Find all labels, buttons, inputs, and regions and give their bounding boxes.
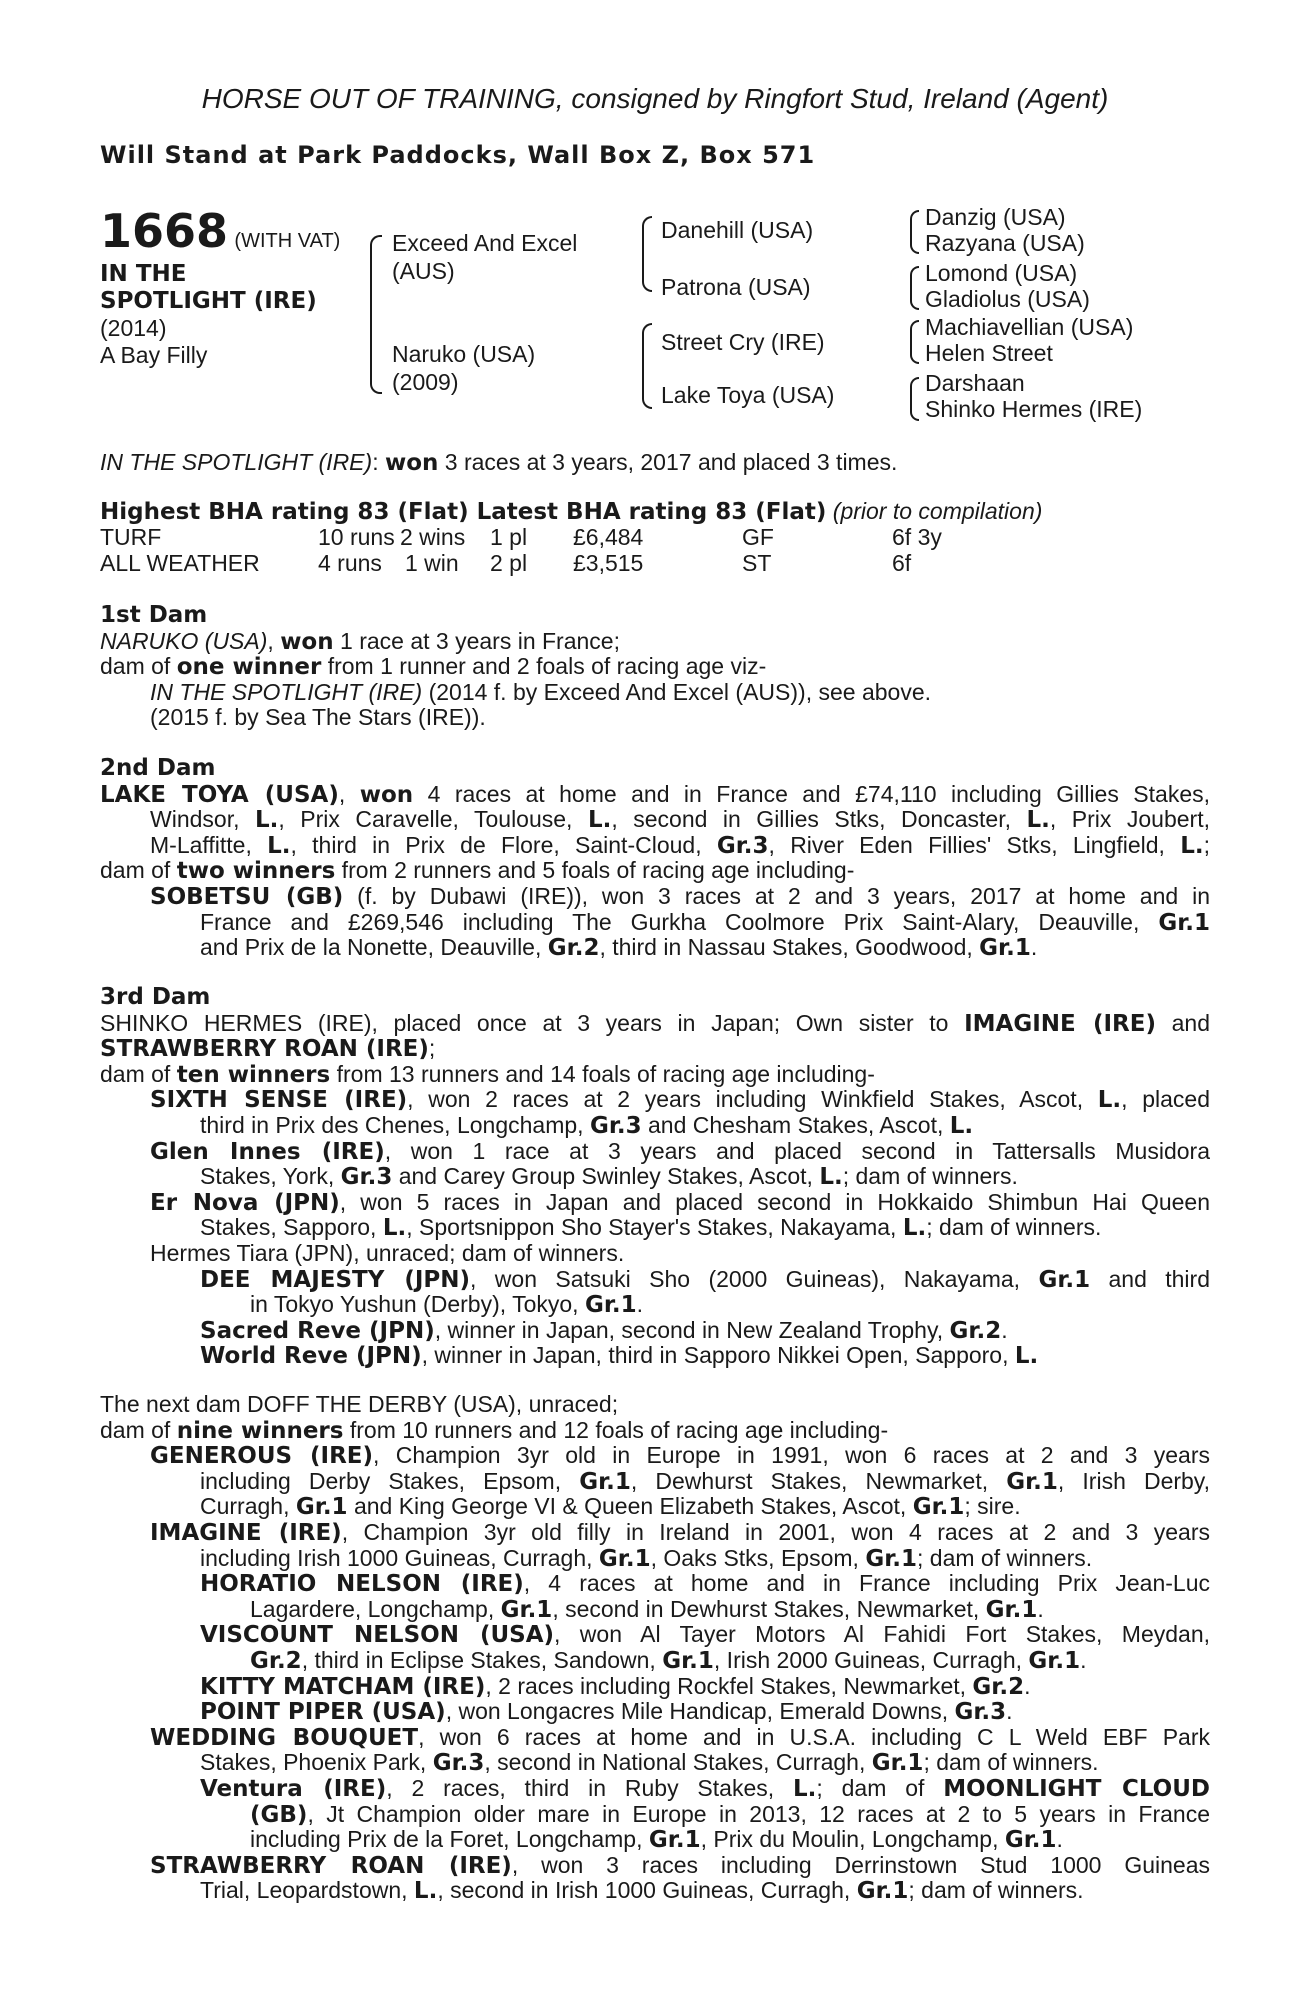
third-dam-section: 3rd Dam SHINKO HERMES (IRE), placed once at 3 years in Japan; Own sister to IMAGINE (IRE) and STRAWBERRY ROAN (IRE); dam of ten winners from 13 runners and 14 foals of racing age including- SIXTH SENSE (IRE), won 2 races at 2 years including Winkfield Stakes, Ascot, L., placed third in Prix des Chenes, Longchamp, Gr.3 and Chesham Stakes, Ascot, L. Glen Innes (IRE), won 1 race at 3 years and placed second in Tattersalls Musidora Stakes, York, Gr.3 and Carey Group Swinley Stakes, Ascot, L.; dam of winners. Er Nova (JPN), won 5 races in Japan and placed second in Hokkaido Shimbun Hai Queen Stakes, Sapporo, L., Sportsnippon Sho Stayer's Stakes, Nakayama, L.; dam of winners. Hermes Tiara (JPN), unraced; dam of winners. DEE MAJESTY (JPN), won Satsuki Sho (2000 Guineas), Nakayama, Gr.1 and third in Tokyo Yushun (Derby), Tokyo, Gr.1. Sacred Reve (JPN), winner in Japan, second in New Zealand Trophy, Gr.2. World Reve (JPN), winner in Japan, third in Sapporo Nikkei Open, Sapporo, L. — [100, 984, 1210, 1370]
pedigree-ssd: Razyana (USA) — [925, 230, 1085, 256]
bha-rating: Highest BHA rating 83 (Flat) Latest BHA rating 83 (Flat) (prior to compilation) — [100, 498, 1043, 525]
pedigree-brace-3 — [910, 320, 919, 364]
pedigree-brace-2 — [910, 266, 919, 310]
lot-number-line — [100, 206, 340, 257]
race-summary: IN THE SPOTLIGHT (IRE): won 3 races at 3 years, 2017 and placed 3 times. — [100, 449, 898, 476]
pedigree-ddd: Shinko Hermes (IRE) — [925, 396, 1143, 422]
pedigree-sds: Lomond (USA) — [925, 260, 1078, 286]
first-dam-section: 1st Dam NARUKO (USA), won 1 race at 3 years in France; dam of one winner from 1 runner and 2 foals of racing age viz- IN THE SPOTLIGHT (IRE) (2014 f. by Exceed And Excel (AUS)), see above. (2015 f. by Sea The Stars (IRE)). — [100, 603, 1210, 731]
pedigree-brace-1 — [910, 210, 919, 254]
dam-year: (2009) — [392, 369, 459, 395]
pedigree-dds: Darshaan — [925, 370, 1025, 396]
pedigree-brace-sire — [642, 216, 652, 292]
sire-country: (AUS) — [392, 258, 455, 284]
pedigree-dsd: Helen Street — [925, 340, 1053, 366]
pedigree-brace-main — [370, 235, 382, 394]
sire-sire: Danehill (USA) — [661, 217, 814, 243]
horse-name-line1: IN THE — [100, 261, 187, 287]
dam-dam: Lake Toya (USA) — [661, 382, 835, 408]
horse-name-line2: SPOTLIGHT (IRE) — [100, 288, 317, 314]
stand-location: Will Stand at Park Paddocks, Wall Box Z, Box 571 — [100, 141, 816, 169]
section-heading: 2nd Dam — [100, 755, 216, 781]
sire-name: Exceed And Excel — [392, 230, 578, 256]
section-heading: 3rd Dam — [100, 984, 211, 1010]
section-heading: 1st Dam — [100, 602, 208, 628]
vat-note: (WITH VAT) — [234, 230, 341, 252]
pedigree-brace-4 — [910, 377, 919, 421]
dam-name: Naruko (USA) — [392, 341, 536, 367]
horse-year: (2014) — [100, 315, 167, 341]
pedigree-sss: Danzig (USA) — [925, 204, 1066, 230]
lot-number: 1668 — [100, 204, 229, 258]
fourth-dam-section: The next dam DOFF THE DERBY (USA), unraced; dam of nine winners from 10 runners and 12 foals of racing age including- GENEROUS (IRE), Champion 3yr old in Europe in 1991, won 6 races at 2 and 3 years including Derby Stakes, Epsom, Gr.1, Dewhurst Stakes, Newmarket, Gr.1, Irish Derby, Curragh, Gr.1 and King George VI & Queen Elizabeth Stakes, Ascot, Gr.1; sire. IMAGINE (IRE), Champion 3yr old filly in Ireland in 2001, won 4 races at 2 and 3 years including Irish 1000 Guineas, Curragh, Gr.1, Oaks Stks, Epsom, Gr.1; dam of winners. HORATIO NELSON (IRE), 4 races at home and in France including Prix Jean-Luc Lagardere, Longchamp, Gr.1, second in Dewhurst Stakes, Newmarket, Gr.1. VISCOUNT NELSON (USA), won Al Tayer Motors Al Fahidi Fort Stakes, Meydan, Gr.2, third in Eclipse Stakes, Sandown, Gr.1, Irish 2000 Guineas, Curragh, Gr.1. KITTY MATCHAM (IRE), 2 races including Rockfel Stakes, Newmarket, Gr.2. POINT PIPER (USA), won Longacres Mile Handicap, Emerald Downs, Gr.3. WEDDING BOUQUET, won 6 races at home and in U.S.A. including C L Weld EBF Park Stakes, Phoenix Park, Gr.3, second in National Stakes, Curragh, Gr.1; dam of winners. Ventura (IRE), 2 races, third in Ruby Stakes, L.; dam of MOONLIGHT CLOUD (GB), Jt Champion older mare in Europe in 2013, 12 races at 2 to 5 years in France including Prix de la Foret, Longchamp, Gr.1, Prix du Moulin, Longchamp, Gr.1. STRAWBERRY ROAN (IRE), won 3 races including Derrinstown Stud 1000 Guineas Trial, Leopardstown, L., second in Irish 1000 Guineas, Curragh, Gr.1; dam of winners. — [100, 1391, 1210, 1905]
pedigree-sdd: Gladiolus (USA) — [925, 286, 1090, 312]
pedigree-dss: Machiavellian (USA) — [925, 314, 1134, 340]
sire-dam: Patrona (USA) — [661, 274, 811, 300]
horse-description: A Bay Filly — [100, 342, 208, 368]
dam-sire: Street Cry (IRE) — [661, 329, 825, 355]
pedigree-brace-dam — [642, 323, 652, 409]
page-title: HORSE OUT OF TRAINING, consigned by Ringfort Stud, Ireland (Agent) — [201, 83, 1109, 114]
second-dam-section: 2nd Dam LAKE TOYA (USA), won 4 races at home and in France and £74,110 including Gillies Stakes, Windsor, L., Prix Caravelle, Toulouse, L., second in Gillies Stks, Doncaster, L., Prix Joubert, M-Laffitte, L., third in Prix de Flore, Saint-Cloud, Gr.3, River Eden Fillies' Stks, Lingfield, L.; dam of two winners from 2 runners and 5 foals of racing age including- SOBETSU (GB) (f. by Dubawi (IRE)), won 3 races at 2 and 3 years, 2017 at home and in France and £269,546 including The Gurkha Coolmore Prix Saint-Alary, Deauville, Gr.1 and Prix de la Nonette, Deauville, Gr.2, third in Nassau Stakes, Goodwood, Gr.1. — [100, 755, 1210, 962]
